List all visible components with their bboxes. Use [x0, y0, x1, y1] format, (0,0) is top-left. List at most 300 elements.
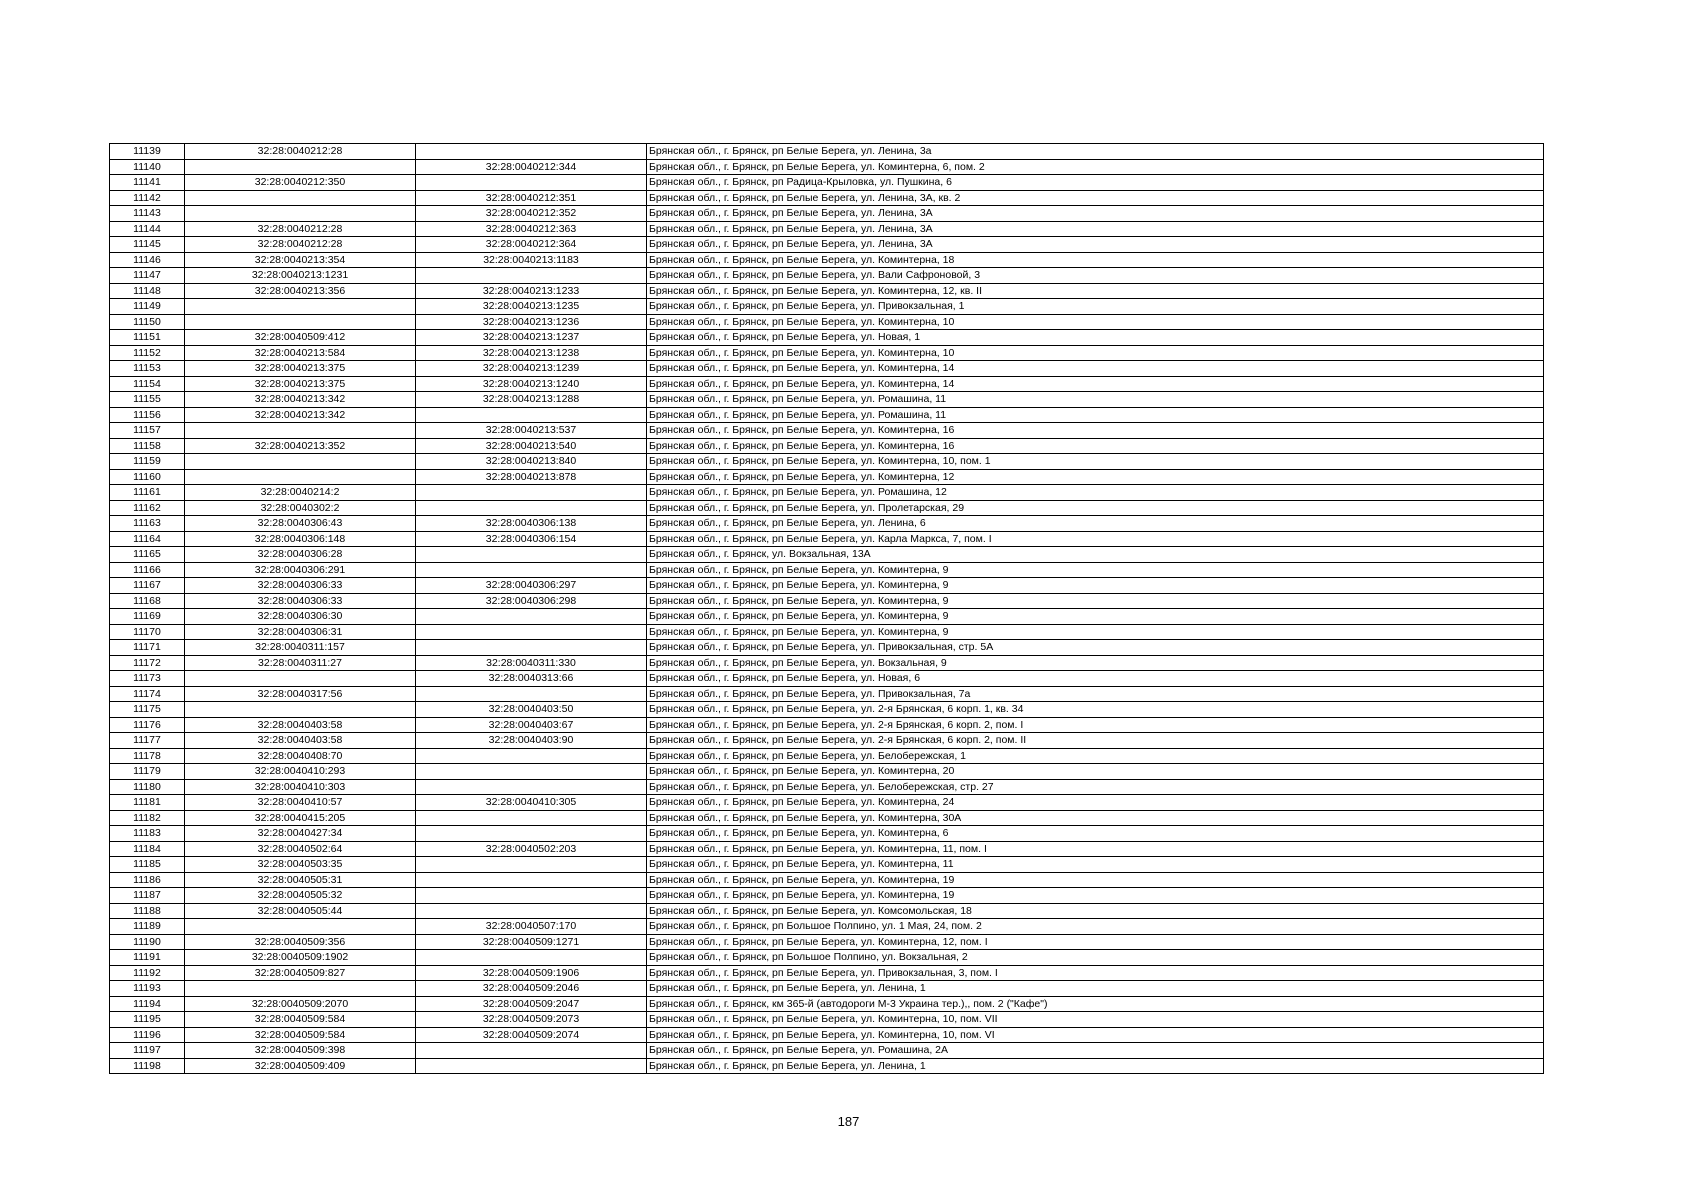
object-number-cell: 32:28:0040403:67	[416, 717, 647, 733]
table-row	[110, 748, 1544, 764]
cadastral-number-cell: 32:28:0040306:31	[185, 624, 416, 640]
table-row	[110, 1027, 1544, 1043]
row-number-cell: 11171	[110, 640, 185, 656]
row-number-cell: 11153	[110, 361, 185, 377]
address-cell: Брянская обл., г. Брянск, рп Белые Берега, ул. Коминтерна, 10	[647, 314, 1544, 330]
cadastral-number-cell	[185, 981, 416, 997]
row-number-cell: 11143	[110, 206, 185, 222]
table-row	[110, 547, 1544, 563]
address-cell: Брянская обл., г. Брянск, км 365-й (автодороги М-3 Украина тер.),, пом. 2 ("Кафе")	[647, 996, 1544, 1012]
row-number-cell: 11139	[110, 144, 185, 160]
cadastral-number-cell	[185, 469, 416, 485]
object-number-cell	[416, 857, 647, 873]
registry-table-body	[110, 144, 1544, 1074]
address-cell: Брянская обл., г. Брянск, рп Белые Берега, ул. Коминтерна, 10, пом. VII	[647, 1012, 1544, 1028]
object-number-cell	[416, 268, 647, 284]
table-row	[110, 314, 1544, 330]
address-cell: Брянская обл., г. Брянск, рп Белые Берега, ул. Ромашина, 12	[647, 485, 1544, 501]
object-number-cell: 32:28:0040306:297	[416, 578, 647, 594]
table-row	[110, 609, 1544, 625]
address-cell: Брянская обл., г. Брянск, рп Белые Берега, ул. 2-я Брянская, 6 корп. 1, кв. 34	[647, 702, 1544, 718]
address-cell: Брянская обл., г. Брянск, рп Белые Берега, ул. Коминтерна, 11	[647, 857, 1544, 873]
cadastral-number-cell: 32:28:0040306:291	[185, 562, 416, 578]
row-number-cell: 11178	[110, 748, 185, 764]
object-number-cell: 32:28:0040410:305	[416, 795, 647, 811]
table-row	[110, 221, 1544, 237]
table-row	[110, 485, 1544, 501]
object-number-cell	[416, 485, 647, 501]
cadastral-number-cell: 32:28:0040427:34	[185, 826, 416, 842]
table-row	[110, 826, 1544, 842]
object-number-cell	[416, 1058, 647, 1074]
cadastral-number-cell	[185, 702, 416, 718]
table-row	[110, 237, 1544, 253]
row-number-cell: 11141	[110, 175, 185, 191]
address-cell: Брянская обл., г. Брянск, рп Белые Берега, ул. Коминтерна, 12	[647, 469, 1544, 485]
object-number-cell: 32:28:0040507:170	[416, 919, 647, 935]
row-number-cell: 11188	[110, 903, 185, 919]
cadastral-number-cell: 32:28:0040212:28	[185, 237, 416, 253]
object-number-cell: 32:28:0040213:540	[416, 438, 647, 454]
cadastral-number-cell: 32:28:0040213:1231	[185, 268, 416, 284]
table-row	[110, 1012, 1544, 1028]
cadastral-number-cell: 32:28:0040410:303	[185, 779, 416, 795]
address-cell: Брянская обл., г. Брянск, рп Белые Берега, ул. Коминтерна, 10, пом. VI	[647, 1027, 1544, 1043]
object-number-cell: 32:28:0040509:2073	[416, 1012, 647, 1028]
table-row	[110, 671, 1544, 687]
object-number-cell	[416, 175, 647, 191]
table-row	[110, 888, 1544, 904]
registry-table	[109, 143, 1544, 1074]
object-number-cell	[416, 640, 647, 656]
row-number-cell: 11163	[110, 516, 185, 532]
row-number-cell: 11155	[110, 392, 185, 408]
cadastral-number-cell: 32:28:0040306:30	[185, 609, 416, 625]
address-cell: Брянская обл., г. Брянск, рп Белые Берега, ул. Коминтерна, 12, пом. I	[647, 934, 1544, 950]
address-cell: Брянская обл., г. Брянск, рп Белые Берега, ул. Коминтерна, 19	[647, 872, 1544, 888]
address-cell: Брянская обл., г. Брянск, рп Белые Берега, ул. Коминтерна, 6, пом. 2	[647, 159, 1544, 175]
table-row	[110, 268, 1544, 284]
address-cell: Брянская обл., г. Брянск, рп Белые Берега, ул. Привокзальная, 1	[647, 299, 1544, 315]
cadastral-number-cell	[185, 423, 416, 439]
object-number-cell	[416, 779, 647, 795]
object-number-cell: 32:28:0040213:1236	[416, 314, 647, 330]
row-number-cell: 11158	[110, 438, 185, 454]
object-number-cell: 32:28:0040306:154	[416, 531, 647, 547]
row-number-cell: 11179	[110, 764, 185, 780]
table-row	[110, 252, 1544, 268]
table-row	[110, 392, 1544, 408]
address-cell: Брянская обл., г. Брянск, рп Белые Берега, ул. Коминтерна, 10	[647, 345, 1544, 361]
cadastral-number-cell: 32:28:0040214:2	[185, 485, 416, 501]
table-row	[110, 779, 1544, 795]
row-number-cell: 11157	[110, 423, 185, 439]
cadastral-number-cell: 32:28:0040306:33	[185, 593, 416, 609]
cadastral-number-cell: 32:28:0040212:350	[185, 175, 416, 191]
table-row	[110, 299, 1544, 315]
row-number-cell: 11192	[110, 965, 185, 981]
cadastral-number-cell: 32:28:0040410:57	[185, 795, 416, 811]
row-number-cell: 11190	[110, 934, 185, 950]
address-cell: Брянская обл., г. Брянск, рп Белые Берега, ул. Коминтерна, 16	[647, 438, 1544, 454]
cadastral-number-cell: 32:28:0040311:157	[185, 640, 416, 656]
cadastral-number-cell: 32:28:0040306:33	[185, 578, 416, 594]
address-cell: Брянская обл., г. Брянск, ул. Вокзальная, 13А	[647, 547, 1544, 563]
row-number-cell: 11154	[110, 376, 185, 392]
cadastral-number-cell: 32:28:0040509:827	[185, 965, 416, 981]
row-number-cell: 11173	[110, 671, 185, 687]
object-number-cell: 32:28:0040306:298	[416, 593, 647, 609]
address-cell: Брянская обл., г. Брянск, рп Белые Берега, ул. Коминтерна, 12, кв. II	[647, 283, 1544, 299]
table-row	[110, 144, 1544, 160]
table-row	[110, 624, 1544, 640]
object-number-cell: 32:28:0040213:1237	[416, 330, 647, 346]
object-number-cell	[416, 950, 647, 966]
row-number-cell: 11167	[110, 578, 185, 594]
table-row	[110, 872, 1544, 888]
row-number-cell: 11162	[110, 500, 185, 516]
row-number-cell: 11144	[110, 221, 185, 237]
table-row	[110, 733, 1544, 749]
cadastral-number-cell	[185, 299, 416, 315]
table-row	[110, 578, 1544, 594]
object-number-cell: 32:28:0040213:537	[416, 423, 647, 439]
row-number-cell: 11183	[110, 826, 185, 842]
table-row	[110, 376, 1544, 392]
row-number-cell: 11142	[110, 190, 185, 206]
object-number-cell: 32:28:0040212:351	[416, 190, 647, 206]
object-number-cell	[416, 624, 647, 640]
address-cell: Брянская обл., г. Брянск, рп Белые Берега, ул. 2-я Брянская, 6 корп. 2, пом. I	[647, 717, 1544, 733]
cadastral-number-cell: 32:28:0040503:35	[185, 857, 416, 873]
address-cell: Брянская обл., г. Брянск, рп Белые Берега, ул. Новая, 1	[647, 330, 1544, 346]
object-number-cell: 32:28:0040509:1271	[416, 934, 647, 950]
object-number-cell: 32:28:0040403:90	[416, 733, 647, 749]
address-cell: Брянская обл., г. Брянск, рп Белые Берега, ул. Коминтерна, 30А	[647, 810, 1544, 826]
cadastral-number-cell	[185, 314, 416, 330]
table-row	[110, 361, 1544, 377]
address-cell: Брянская обл., г. Брянск, рп Белые Берега, ул. Коминтерна, 9	[647, 578, 1544, 594]
cadastral-number-cell: 32:28:0040509:584	[185, 1027, 416, 1043]
object-number-cell	[416, 903, 647, 919]
row-number-cell: 11198	[110, 1058, 185, 1074]
object-number-cell: 32:28:0040306:138	[416, 516, 647, 532]
table-row	[110, 190, 1544, 206]
table-row	[110, 655, 1544, 671]
object-number-cell	[416, 748, 647, 764]
table-row	[110, 764, 1544, 780]
row-number-cell: 11140	[110, 159, 185, 175]
address-cell: Брянская обл., г. Брянск, рп Белые Берега, ул. Привокзальная, 3, пом. I	[647, 965, 1544, 981]
row-number-cell: 11146	[110, 252, 185, 268]
cadastral-number-cell	[185, 190, 416, 206]
address-cell: Брянская обл., г. Брянск, рп Белые Берега, ул. Ромашина, 11	[647, 392, 1544, 408]
object-number-cell	[416, 407, 647, 423]
address-cell: Брянская обл., г. Брянск, рп Белые Берега, ул. Коминтерна, 24	[647, 795, 1544, 811]
row-number-cell: 11186	[110, 872, 185, 888]
object-number-cell: 32:28:0040311:330	[416, 655, 647, 671]
address-cell: Брянская обл., г. Брянск, рп Белые Берега, ул. Коминтерна, 11, пом. I	[647, 841, 1544, 857]
cadastral-number-cell: 32:28:0040213:342	[185, 407, 416, 423]
object-number-cell: 32:28:0040213:1233	[416, 283, 647, 299]
row-number-cell: 11174	[110, 686, 185, 702]
address-cell: Брянская обл., г. Брянск, рп Белые Берега, ул. Вокзальная, 9	[647, 655, 1544, 671]
row-number-cell: 11160	[110, 469, 185, 485]
cadastral-number-cell: 32:28:0040505:31	[185, 872, 416, 888]
address-cell: Брянская обл., г. Брянск, рп Большое Полпино, ул. Вокзальная, 2	[647, 950, 1544, 966]
row-number-cell: 11195	[110, 1012, 185, 1028]
address-cell: Брянская обл., г. Брянск, рп Белые Берега, ул. Коминтерна, 6	[647, 826, 1544, 842]
object-number-cell	[416, 1043, 647, 1059]
row-number-cell: 11168	[110, 593, 185, 609]
address-cell: Брянская обл., г. Брянск, рп Белые Берега, ул. 2-я Брянская, 6 корп. 2, пом. II	[647, 733, 1544, 749]
row-number-cell: 11150	[110, 314, 185, 330]
row-number-cell: 11161	[110, 485, 185, 501]
row-number-cell: 11191	[110, 950, 185, 966]
cadastral-number-cell: 32:28:0040212:28	[185, 221, 416, 237]
cadastral-number-cell	[185, 454, 416, 470]
table-row	[110, 857, 1544, 873]
object-number-cell: 32:28:0040509:2046	[416, 981, 647, 997]
address-cell: Брянская обл., г. Брянск, рп Белые Берега, ул. Коминтерна, 9	[647, 593, 1544, 609]
row-number-cell: 11194	[110, 996, 185, 1012]
address-cell: Брянская обл., г. Брянск, рп Белые Берега, ул. Ленина, 3А	[647, 221, 1544, 237]
address-cell: Брянская обл., г. Брянск, рп Белые Берега, ул. Белобережская, стр. 27	[647, 779, 1544, 795]
row-number-cell: 11147	[110, 268, 185, 284]
address-cell: Брянская обл., г. Брянск, рп Белые Берега, ул. Пролетарская, 29	[647, 500, 1544, 516]
object-number-cell	[416, 562, 647, 578]
address-cell: Брянская обл., г. Брянск, рп Белые Берега, ул. Ромашина, 2А	[647, 1043, 1544, 1059]
table-row	[110, 810, 1544, 826]
address-cell: Брянская обл., г. Брянск, рп Белые Берега, ул. Вали Сафроновой, 3	[647, 268, 1544, 284]
object-number-cell	[416, 686, 647, 702]
cadastral-number-cell	[185, 919, 416, 935]
row-number-cell: 11180	[110, 779, 185, 795]
table-row	[110, 531, 1544, 547]
table-row	[110, 423, 1544, 439]
row-number-cell: 11182	[110, 810, 185, 826]
cadastral-number-cell: 32:28:0040213:354	[185, 252, 416, 268]
table-row	[110, 516, 1544, 532]
address-cell: Брянская обл., г. Брянск, рп Белые Берега, ул. Коминтерна, 19	[647, 888, 1544, 904]
object-number-cell: 32:28:0040509:1906	[416, 965, 647, 981]
table-row	[110, 919, 1544, 935]
object-number-cell: 32:28:0040212:344	[416, 159, 647, 175]
address-cell: Брянская обл., г. Брянск, рп Белые Берега, ул. Коминтерна, 9	[647, 609, 1544, 625]
row-number-cell: 11197	[110, 1043, 185, 1059]
row-number-cell: 11151	[110, 330, 185, 346]
table-row	[110, 330, 1544, 346]
row-number-cell: 11164	[110, 531, 185, 547]
cadastral-number-cell: 32:28:0040213:342	[185, 392, 416, 408]
address-cell: Брянская обл., г. Брянск, рп Белые Берега, ул. Белобережская, 1	[647, 748, 1544, 764]
page-number: 187	[837, 1114, 860, 1129]
table-row	[110, 438, 1544, 454]
cadastral-number-cell: 32:28:0040415:205	[185, 810, 416, 826]
cadastral-number-cell: 32:28:0040505:44	[185, 903, 416, 919]
table-row	[110, 454, 1544, 470]
object-number-cell: 32:28:0040213:878	[416, 469, 647, 485]
object-number-cell	[416, 609, 647, 625]
object-number-cell: 32:28:0040213:1238	[416, 345, 647, 361]
object-number-cell: 32:28:0040502:203	[416, 841, 647, 857]
object-number-cell	[416, 764, 647, 780]
cadastral-number-cell	[185, 671, 416, 687]
cadastral-number-cell: 32:28:0040306:43	[185, 516, 416, 532]
table-row	[110, 500, 1544, 516]
row-number-cell: 11196	[110, 1027, 185, 1043]
object-number-cell	[416, 547, 647, 563]
table-row	[110, 159, 1544, 175]
table-row	[110, 950, 1544, 966]
address-cell: Брянская обл., г. Брянск, рп Белые Берега, ул. Коминтерна, 14	[647, 361, 1544, 377]
row-number-cell: 11149	[110, 299, 185, 315]
object-number-cell: 32:28:0040213:1240	[416, 376, 647, 392]
address-cell: Брянская обл., г. Брянск, рп Белые Берега, ул. Ленина, 3А	[647, 206, 1544, 222]
object-number-cell	[416, 500, 647, 516]
table-row	[110, 686, 1544, 702]
cadastral-number-cell: 32:28:0040509:398	[185, 1043, 416, 1059]
cadastral-number-cell: 32:28:0040311:27	[185, 655, 416, 671]
object-number-cell	[416, 144, 647, 160]
table-row	[110, 640, 1544, 656]
object-number-cell: 32:28:0040212:352	[416, 206, 647, 222]
cadastral-number-cell: 32:28:0040509:412	[185, 330, 416, 346]
cadastral-number-cell: 32:28:0040317:56	[185, 686, 416, 702]
cadastral-number-cell: 32:28:0040213:356	[185, 283, 416, 299]
table-row	[110, 345, 1544, 361]
address-cell: Брянская обл., г. Брянск, рп Белые Берега, ул. Комсомольская, 18	[647, 903, 1544, 919]
object-number-cell	[416, 888, 647, 904]
object-number-cell: 32:28:0040212:363	[416, 221, 647, 237]
object-number-cell: 32:28:0040509:2047	[416, 996, 647, 1012]
table-row	[110, 175, 1544, 191]
row-number-cell: 11184	[110, 841, 185, 857]
cadastral-number-cell: 32:28:0040505:32	[185, 888, 416, 904]
address-cell: Брянская обл., г. Брянск, рп Белые Берега, ул. Ленина, 3А, кв. 2	[647, 190, 1544, 206]
table-row	[110, 593, 1544, 609]
address-cell: Брянская обл., г. Брянск, рп Белые Берега, ул. Привокзальная, стр. 5А	[647, 640, 1544, 656]
row-number-cell: 11185	[110, 857, 185, 873]
object-number-cell	[416, 826, 647, 842]
table-row	[110, 903, 1544, 919]
table-row	[110, 717, 1544, 733]
table-row	[110, 1043, 1544, 1059]
row-number-cell: 11159	[110, 454, 185, 470]
object-number-cell: 32:28:0040213:1288	[416, 392, 647, 408]
row-number-cell: 11193	[110, 981, 185, 997]
object-number-cell	[416, 810, 647, 826]
row-number-cell: 11156	[110, 407, 185, 423]
row-number-cell: 11145	[110, 237, 185, 253]
object-number-cell: 32:28:0040212:364	[416, 237, 647, 253]
table-row	[110, 841, 1544, 857]
object-number-cell: 32:28:0040213:840	[416, 454, 647, 470]
cadastral-number-cell: 32:28:0040213:375	[185, 376, 416, 392]
row-number-cell: 11170	[110, 624, 185, 640]
row-number-cell: 11166	[110, 562, 185, 578]
address-cell: Брянская обл., г. Брянск, рп Белые Берега, ул. Привокзальная, 7а	[647, 686, 1544, 702]
object-number-cell: 32:28:0040403:50	[416, 702, 647, 718]
table-row	[110, 934, 1544, 950]
table-row	[110, 206, 1544, 222]
cadastral-number-cell: 32:28:0040408:70	[185, 748, 416, 764]
address-cell: Брянская обл., г. Брянск, рп Белые Берега, ул. Коминтерна, 9	[647, 562, 1544, 578]
row-number-cell: 11148	[110, 283, 185, 299]
row-number-cell: 11172	[110, 655, 185, 671]
address-cell: Брянская обл., г. Брянск, рп Белые Берега, ул. Ромашина, 11	[647, 407, 1544, 423]
address-cell: Брянская обл., г. Брянск, рп Белые Берега, ул. Коминтерна, 9	[647, 624, 1544, 640]
cadastral-number-cell: 32:28:0040213:375	[185, 361, 416, 377]
cadastral-number-cell: 32:28:0040509:1902	[185, 950, 416, 966]
row-number-cell: 11175	[110, 702, 185, 718]
address-cell: Брянская обл., г. Брянск, рп Белые Берега, ул. Ленина, 1	[647, 981, 1544, 997]
address-cell: Брянская обл., г. Брянск, рп Большое Полпино, ул. 1 Мая, 24, пом. 2	[647, 919, 1544, 935]
cadastral-number-cell: 32:28:0040213:352	[185, 438, 416, 454]
table-row	[110, 283, 1544, 299]
address-cell: Брянская обл., г. Брянск, рп Белые Берега, ул. Коминтерна, 10, пом. 1	[647, 454, 1544, 470]
object-number-cell: 32:28:0040509:2074	[416, 1027, 647, 1043]
row-number-cell: 11165	[110, 547, 185, 563]
cadastral-number-cell: 32:28:0040212:28	[185, 144, 416, 160]
table-row	[110, 965, 1544, 981]
address-cell: Брянская обл., г. Брянск, рп Белые Берега, ул. Коминтерна, 20	[647, 764, 1544, 780]
address-cell: Брянская обл., г. Брянск, рп Белые Берега, ул. Ленина, 3а	[647, 144, 1544, 160]
cadastral-number-cell: 32:28:0040509:356	[185, 934, 416, 950]
row-number-cell: 11181	[110, 795, 185, 811]
cadastral-number-cell	[185, 206, 416, 222]
cadastral-number-cell: 32:28:0040509:2070	[185, 996, 416, 1012]
address-cell: Брянская обл., г. Брянск, рп Радица-Крыловка, ул. Пушкина, 6	[647, 175, 1544, 191]
address-cell: Брянская обл., г. Брянск, рп Белые Берега, ул. Ленина, 3А	[647, 237, 1544, 253]
row-number-cell: 11176	[110, 717, 185, 733]
cadastral-number-cell: 32:28:0040410:293	[185, 764, 416, 780]
table-row	[110, 562, 1544, 578]
table-row	[110, 795, 1544, 811]
address-cell: Брянская обл., г. Брянск, рп Белые Берега, ул. Карла Маркса, 7, пом. I	[647, 531, 1544, 547]
cadastral-number-cell	[185, 159, 416, 175]
object-number-cell: 32:28:0040213:1183	[416, 252, 647, 268]
object-number-cell: 32:28:0040313:66	[416, 671, 647, 687]
table-row	[110, 469, 1544, 485]
row-number-cell: 11152	[110, 345, 185, 361]
object-number-cell	[416, 872, 647, 888]
row-number-cell: 11177	[110, 733, 185, 749]
address-cell: Брянская обл., г. Брянск, рп Белые Берега, ул. Новая, 6	[647, 671, 1544, 687]
address-cell: Брянская обл., г. Брянск, рп Белые Берега, ул. Коминтерна, 16	[647, 423, 1544, 439]
cadastral-number-cell: 32:28:0040213:584	[185, 345, 416, 361]
address-cell: Брянская обл., г. Брянск, рп Белые Берега, ул. Коминтерна, 18	[647, 252, 1544, 268]
cadastral-number-cell: 32:28:0040403:58	[185, 717, 416, 733]
table-row	[110, 1058, 1544, 1074]
row-number-cell: 11187	[110, 888, 185, 904]
address-cell: Брянская обл., г. Брянск, рп Белые Берега, ул. Ленина, 6	[647, 516, 1544, 532]
cadastral-number-cell: 32:28:0040306:148	[185, 531, 416, 547]
row-number-cell: 11169	[110, 609, 185, 625]
cadastral-number-cell: 32:28:0040502:64	[185, 841, 416, 857]
table-row	[110, 407, 1544, 423]
table-row	[110, 981, 1544, 997]
object-number-cell: 32:28:0040213:1235	[416, 299, 647, 315]
cadastral-number-cell: 32:28:0040509:584	[185, 1012, 416, 1028]
cadastral-number-cell: 32:28:0040302:2	[185, 500, 416, 516]
address-cell: Брянская обл., г. Брянск, рп Белые Берега, ул. Ленина, 1	[647, 1058, 1544, 1074]
cadastral-number-cell: 32:28:0040403:58	[185, 733, 416, 749]
cadastral-number-cell: 32:28:0040509:409	[185, 1058, 416, 1074]
row-number-cell: 11189	[110, 919, 185, 935]
cadastral-number-cell: 32:28:0040306:28	[185, 547, 416, 563]
object-number-cell: 32:28:0040213:1239	[416, 361, 647, 377]
